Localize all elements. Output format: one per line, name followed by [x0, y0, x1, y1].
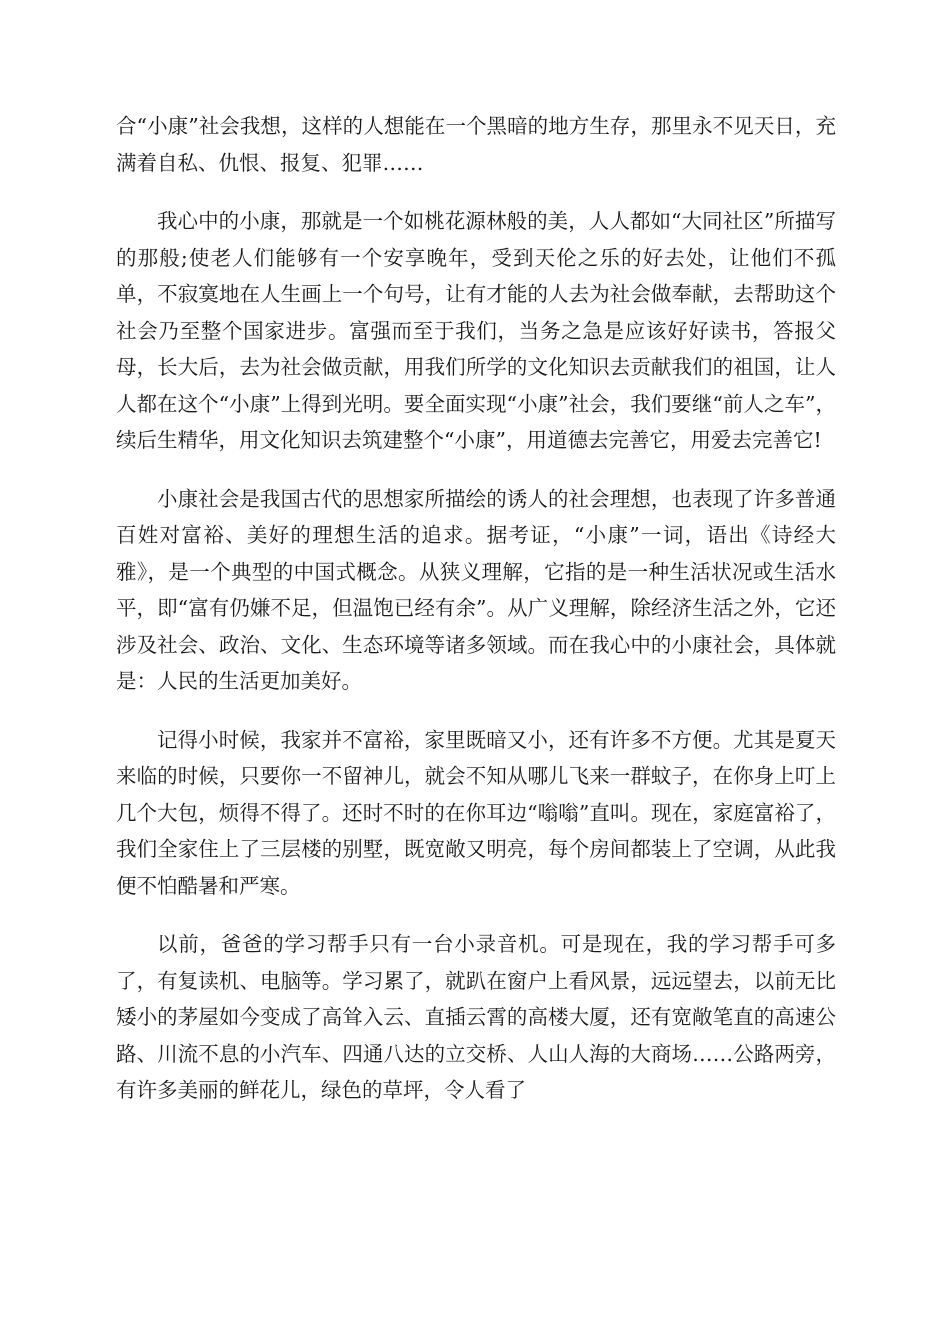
- paragraph-study-helper: 以前，爸爸的学习帮手只有一台小录音机。可是现在，我的学习帮手可多了，有复读机、电脑等。学习累了，就趴在窗户上看风景，远远望去，以前无比矮小的茅屋如今变成了高耸入云、直插云霄的高楼大厦，还有宽敞笔直的高速公路、川流不息的小汽车、四通八达的立交桥、人山人海的大商场……公路两旁，有许多美丽的鲜花儿，绿色的草坪，令人看了: [116, 932, 836, 1102]
- paragraph-childhood: 记得小时候，我家并不富裕，家里既暗又小，还有许多不方便。尤其是夏天来临的时候，只要你一不留神儿，就会不知从哪儿飞来一群蚊子，在你身上叮上几个大包，烦得不得了。还时不时的在你耳边“嗡嗡”直叫。现在，家庭富裕了，我们全家住上了三层楼的别墅，既宽敞又明亮，每个房间都装上了空调，从此我便不怕酷暑和严寒。: [116, 727, 836, 898]
- essay-body: [116, 108, 836, 1131]
- paragraph-xiaokang-society: 小康社会是我国古代的思想家所描绘的诱人的社会理想，也表现了许多普通百姓对富裕、美好的理想生活的追求。据考证，“小康”一词，语出《诗经大雅》，是一个典型的中国式概念。从狭义理解，它指的是一种生活状况或生活水平，即“富有仍嫌不足，但温饱已经有余”。从广义理解，除经济生活之外，它还涉及社会、政治、文化、生态环境等诸多领域。而在我心中的小康社会，具体就是：人民的生活更加美好。: [116, 486, 836, 693]
- paragraph-continuation: 合“小康”社会我想，这样的人想能在一个黑暗的地方生存，那里永不见天日，充满着自私、仇恨、报复、犯罪……: [116, 114, 836, 175]
- paragraph-my-xiaokang: 我心中的小康，那就是一个如桃花源林般的美，人人都如“大同社区”所描写的那般;使老人们能够有一个安享晚年，受到天伦之乐的好去处，让他们不孤单，不寂寞地在人生画上一个句号，让有才能的人去为社会做奉献，去帮助这个社会乃至整个国家进步。富强而至于我们，当务之急是应该好好读书，答报父母，长大后，去为社会做贡献，用我们所学的文化知识去贡献我们的祖国，让人人都在这个“小康”上得到光明。要全面实现“小康”社会，我们要继“前人之车”，续后生精华，用文化知识去筑建整个“小康”，用道德去完善它，用爱去完善它!: [116, 209, 836, 452]
